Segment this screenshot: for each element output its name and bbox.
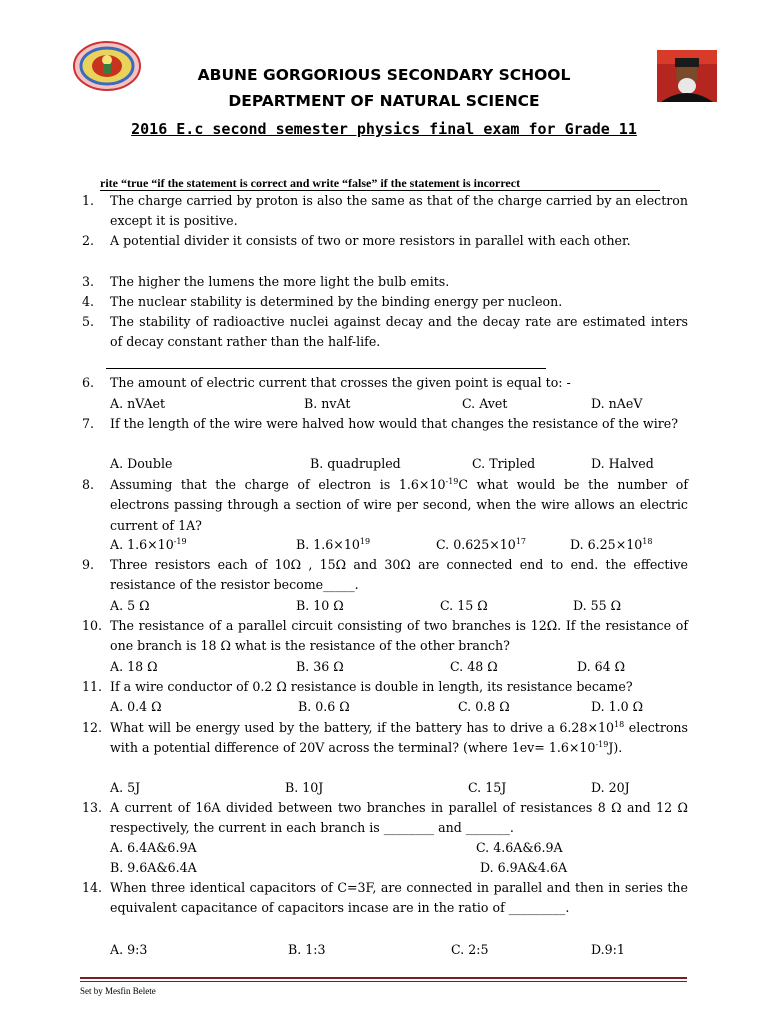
section-divider [106,368,546,369]
question-number: 13. [82,800,103,815]
option-d: D. 1.0 Ω [591,699,644,714]
footer-rule-thin [80,981,687,982]
option-a: A. 18 Ω [110,659,158,674]
option-c: C. 15J [468,780,507,795]
question-number: 5. [82,314,95,329]
question-number: 14. [82,880,103,895]
question-number: 11. [82,679,103,694]
question-text: If a wire conductor of 0.2 Ω resistance is double in length, its resistance became? [110,679,633,694]
option-a: A. 0.4 Ω [110,699,162,714]
question-6 [82,373,688,393]
option-b: B. quadrupled [310,456,401,471]
question-number: 4. [82,294,95,309]
option-b: B. 10J [285,780,324,795]
question-5 [82,312,688,353]
question-text: What will be energy used by the battery, if the battery has to drive a $6.28\times 10^{18}$ electrons with a potential difference of 20V across the terminal? (where $1ev= 1.6\times 10^{-19}J$). [110,719,688,756]
question-14 [82,878,688,919]
option-d: D. 64 Ω [577,659,626,674]
question-3 [82,272,688,292]
option-c: C. 0.8 Ω [458,699,510,714]
question-text: The nuclear stability is determined by the binding energy per nucleon. [110,294,563,309]
option-b: B. 9.6A&6.4A [110,860,197,875]
question-number: 7. [82,416,95,431]
option-a: A. 6.4A&6.9A [110,840,197,855]
option-d: D. Halved [591,456,654,471]
question-text: Assuming that the charge of electron is $1.6\times 10^{-19}C$ what would be the number of electrons passing through a section of wire per second, when the wire allows an electric current of 1A? [110,476,688,533]
option-d: D. 20J [591,780,630,795]
question-1 [82,191,688,232]
question-number: 3. [82,274,95,289]
question-9 [82,555,688,596]
question-12 [82,718,688,759]
question-text: If the length of the wire were halved how would that changes the resistance of the wire? [110,416,678,431]
option-b: B. $1.6\times 10^{19}$ [296,536,371,552]
question-number: 2. [82,233,95,248]
question-11 [82,677,688,697]
question-text: The charge carried by proton is also the same as that of the charge carried by an electron except it is positive. [110,193,688,229]
question-13 [82,798,688,839]
option-a: A. nVAet [110,396,166,411]
option-c: C. Avet [462,396,508,411]
question-number: 12. [82,720,103,735]
option-c: C. 48 Ω [450,659,498,674]
option-a: A. $1.6\times 10^{-19}$ [110,536,187,552]
option-d: D.9:1 [591,942,625,957]
question-2 [82,231,688,251]
option-c: C. Tripled [472,456,536,471]
option-d: D. 55 Ω [573,598,622,613]
option-a: A. 5 Ω [110,598,150,613]
question-8 [82,475,688,536]
option-d: D. 6.9A&4.6A [480,860,568,875]
question-10 [82,616,688,657]
question-number: 6. [82,375,95,390]
question-number: 9. [82,557,95,572]
option-b: B. 1:3 [288,942,326,957]
option-c: C. $0.625\times 10^{17}$ [436,536,527,552]
question-4 [82,292,688,312]
option-d: D. nAeV [591,396,643,411]
option-b: B. 0.6 Ω [298,699,350,714]
question-text: A current of 16A divided between two branches in parallel of resistances 8 Ω and 12 Ω respectively, the current in each branch is ________ and _______. [110,800,688,836]
department-name: DEPARTMENT OF NATURAL SCIENCE [228,92,540,110]
option-b: B. 36 Ω [296,659,344,674]
question-text: When three identical capacitors of C=3F, are connected in parallel and then in series the equivalent capacitance of capacitors incase are in the ratio of _________. [110,880,688,916]
school-name: ABUNE GORGORIOUS SECONDARY SCHOOL [197,66,571,84]
option-a: A. Double [110,456,173,471]
question-number: 10. [82,618,103,633]
question-text: The resistance of a parallel circuit consisting of two branches is 12Ω. If the resistance of one branch is 18 Ω what is the resistance of the other branch? [110,618,688,654]
option-a: A. 9:3 [110,942,148,957]
footer-rule [80,977,687,979]
option-c: C. 2:5 [451,942,489,957]
option-a: A. 5J [110,780,141,795]
instruction-text: rite “true “if the statement is correct and write “false” if the statement is incorrect [100,176,660,191]
question-text: Three resistors each of 10Ω , 15Ω and 30Ω are connected end to end. the effective resistance of the resistor become_____. [110,557,688,593]
exam-title: 2016 E.c second semester physics final exam for Grade 11 [131,120,637,138]
question-number: 1. [82,193,95,208]
question-7 [82,414,688,434]
option-c: C. 15 Ω [440,598,488,613]
question-text: The amount of electric current that crosses the given point is equal to: - [110,375,571,390]
question-number: 8. [82,477,95,492]
footer-author: Set by Mesfin Belete [80,986,156,996]
option-d: D. $6.25\times 10^{18}$ [570,536,653,552]
option-c: C. 4.6A&6.9A [476,840,563,855]
question-text: A potential divider it consists of two or more resistors in parallel with each other. [110,233,631,248]
question-text: The higher the lumens the more light the bulb emits. [110,274,450,289]
option-b: B. nvAt [304,396,351,411]
option-b: B. 10 Ω [296,598,344,613]
question-text: The stability of radioactive nuclei against decay and the decay rate are estimated inters of decay constant rather than the half-life. [110,314,688,350]
